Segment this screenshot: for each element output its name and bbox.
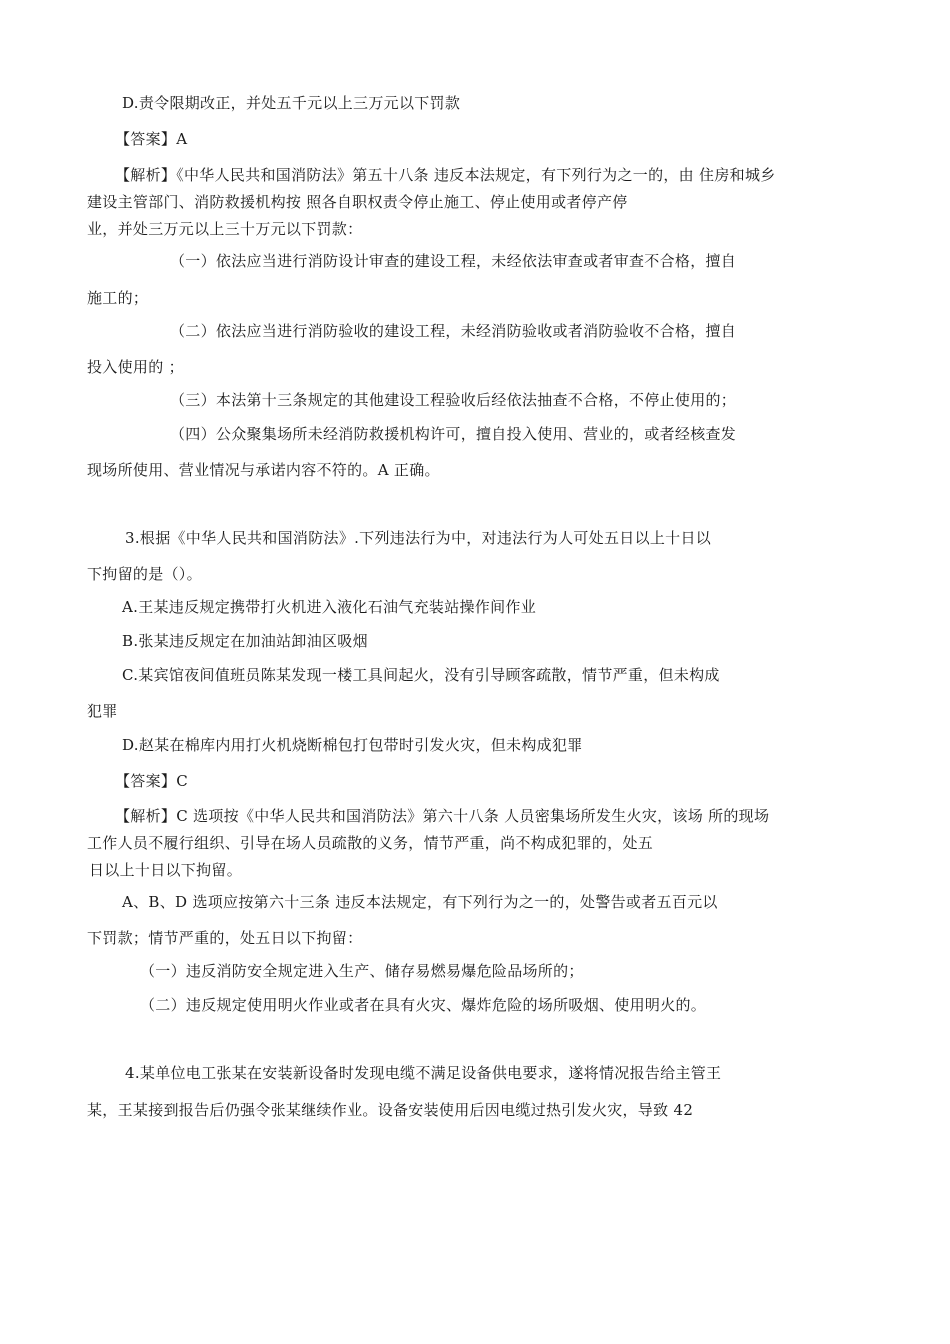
analysis-q2-line2: 建设主管部门、消防救援机构按 照各自职权责令停止施工、停止使用或者停产停	[87, 193, 628, 211]
option-b-q3: B.张某违反规定在加油站卸油区吸烟	[122, 632, 368, 650]
option-c-q3: C.某宾馆夜间值班员陈某发现一楼工具间起火，没有引导顾客疏散，情节严重，但未构成	[122, 666, 720, 684]
analysis-q2-line3: 业，并处三万元以上三十万元以下罚款：	[87, 220, 363, 238]
question-3-cont: 下拘留的是（）。	[87, 565, 202, 583]
rule-item-1: （一）违反消防安全规定进入生产、储存易燃易爆危险品场所的；	[140, 962, 584, 980]
analysis-q2-line1: 【解析】《中华人民共和国消防法》第五十八条 违反本法规定，有下列行为之一的，由 住房和城乡	[115, 166, 776, 184]
analysis-q3-line5: 下罚款；情节严重的，处五日以下拘留：	[87, 929, 363, 947]
law-item-1-cont: 施工的；	[87, 289, 149, 307]
analysis-q3-line2: 工作人员不履行组织、引导在场人员疏散的义务，情节严重，尚不构成犯罪的，处五	[87, 834, 654, 852]
analysis-q3-line1: 【解析】C 选项按《中华人民共和国消防法》第六十八条 人员密集场所发生火灾，该场 所的现场	[115, 807, 770, 825]
rule-item-2: （二）违反规定使用明火作业或者在具有火灾、爆炸危险的场所吸烟、使用明火的。	[140, 996, 707, 1014]
answer-q3: 【答案】C	[115, 772, 188, 790]
analysis-q3-line4: A、B、D 选项应按第六十三条 违反本法规定，有下列行为之一的，处警告或者五百元以	[122, 893, 718, 911]
question-4: 4.某单位电工张某在安装新设备时发现电缆不满足设备供电要求，遂将情况报告给主管王	[125, 1064, 722, 1082]
question-3: 3.根据《中华人民共和国消防法》.下列违法行为中，对违法行为人可处五日以上十日以	[125, 529, 712, 547]
answer-q2: 【答案】A	[115, 130, 188, 148]
law-item-1: （一）依法应当进行消防设计审查的建设工程，未经依法审查或者审查不合格，擅自	[170, 252, 737, 270]
option-d-q2: D.责令限期改正，并处五千元以上三万元以下罚款	[122, 94, 461, 112]
analysis-q3-line3: 日以上十日以下拘留。	[89, 861, 243, 879]
option-d-q3: D.赵某在棉库内用打火机烧断棉包打包带时引发火灾，但未构成犯罪	[122, 736, 583, 754]
law-item-2: （二）依法应当进行消防验收的建设工程，未经消防验收或者消防验收不合格，擅自	[170, 322, 737, 340]
question-4-cont: 某，王某接到报告后仍强令张某继续作业。设备安装使用后因电缆过热引发火灾，导致 42	[87, 1101, 694, 1119]
law-item-4: （四）公众聚集场所未经消防救援机构许可，擅自投入使用、营业的，或者经核查发	[170, 425, 737, 443]
law-item-4-cont: 现场所使用、营业情况与承诺内容不符的。A 正确。	[87, 461, 440, 479]
law-item-2-cont: 投入使用的 ；	[87, 358, 184, 376]
option-c-q3-cont: 犯罪	[87, 702, 118, 720]
option-a-q3: A.王某违反规定携带打火机进入液化石油气充装站操作间作业	[122, 598, 537, 616]
law-item-3: （三）本法第十三条规定的其他建设工程验收后经依法抽查不合格，不停止使用的；	[170, 391, 737, 409]
